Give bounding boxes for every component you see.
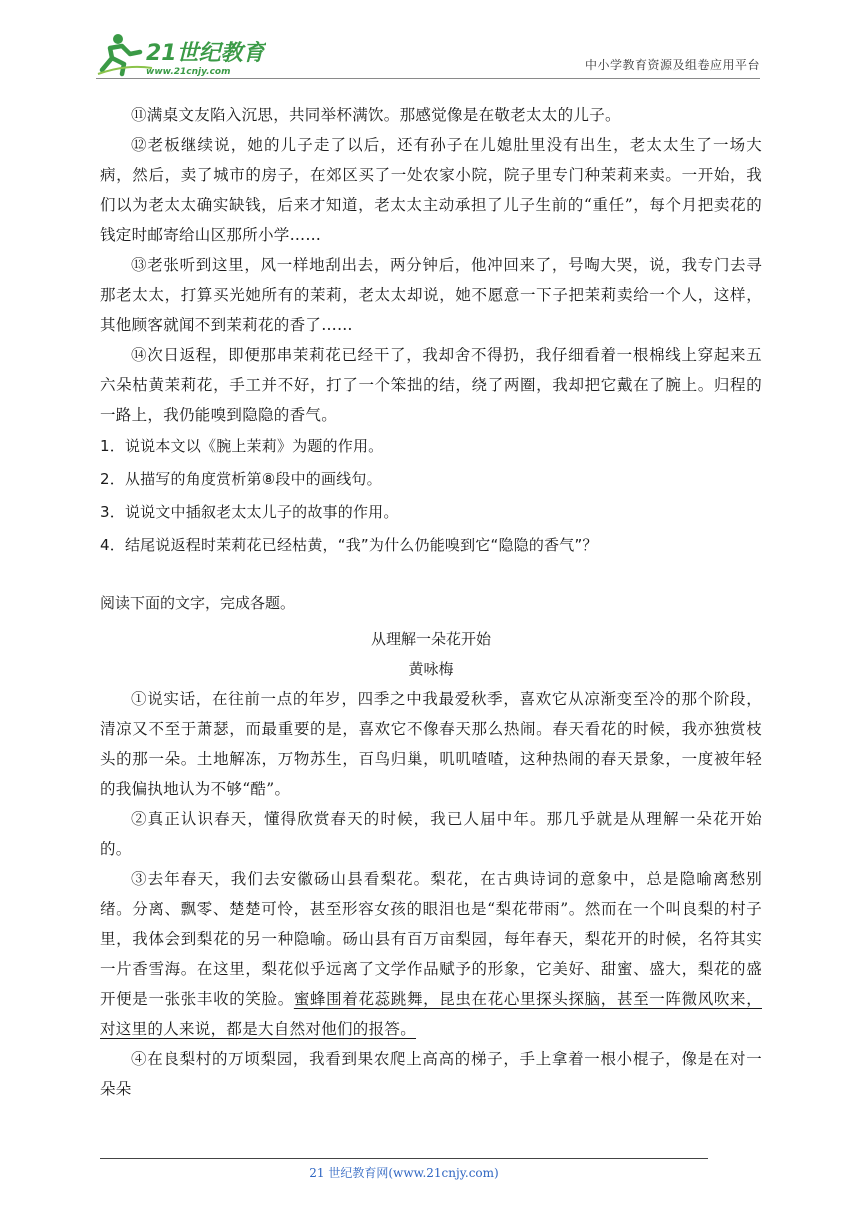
article-paragraph-1: ①说实话，在往前一点的年岁，四季之中我最爱秋季，喜欢它从凉渐变至冷的那个阶段，清凉又不至于萧瑟，而最重要的是，喜欢它不像春天那么热闹。春天看花的时候，我亦独赏枝头的那一朵。土地解冻，万物苏生，百鸟归巢，叽叽喳喳，这种热闹的春天景象，一度被年轻的我偏执地认为不够“酷”。 [100, 690, 762, 798]
logo-url: www.21cnjy.com [146, 67, 231, 77]
article-paragraph-4: ④在良梨村的万顷梨园，我看到果农爬上高高的梯子，手上拿着一根小棍子，像是在对一朵朵 [100, 1050, 762, 1098]
paragraph-14: ⑭次日返程，即便那串茉莉花已经干了，我却舍不得扔，我仔细看着一根棉线上穿起来五六朵枯黄茉莉花，手工并不好，打了一个笨拙的结，绕了两圈，我却把它戴在了腕上。归程的一路上，我仍能嗅到隐隐的香气。 [100, 346, 762, 424]
reading-instruction: 阅读下面的文字，完成各题。 [100, 594, 296, 612]
header-divider [96, 78, 760, 79]
article-paragraph-2: ②真正认识春天，懂得欣赏春天的时候，我已人届中年。那几乎就是从理解一朵花开始的。 [100, 810, 762, 858]
question-list [100, 430, 762, 562]
paragraph-13: ⑬老张听到这里，风一样地刮出去，两分钟后，他冲回来了，号啕大哭，说，我专门去寻那老太太，打算买光她所有的茉莉，老太太却说，她不愿意一下子把茉莉卖给一个人，这样，其他顾客就闻不到茉莉花的香了…… [100, 256, 762, 334]
question-1: 1．说说本文以《腕上茉莉》为题的作用。 [100, 437, 384, 455]
paragraph-3-text: ③去年春天，我们去安徽砀山县看梨花。梨花，在古典诗词的意象中，总是隐喻离愁别绪。分离、飘零、楚楚可怜，甚至形容女孩的眼泪也是“梨花带雨”。然而在一个叫良梨的村子里，我体会到梨花的另一种隐喻。砀山县有百万亩梨园，每年春天，梨花开的时候，名符其实一片香雪海。在这里，梨花似乎远离了文学作品赋予的形象，它美好、甜蜜、盛大，梨花的盛开便是一张张丰收的笑脸。 [100, 870, 762, 1008]
page-header [96, 30, 760, 78]
platform-name: 中小学教育资源及组卷应用平台 [584, 58, 760, 72]
footer-link[interactable]: 21 世纪教育网(www.21cnjy.com) [309, 1166, 499, 1180]
question-4: 4．结尾说返程时茉莉花已经枯黄，“我”为什么仍能嗅到它“隐隐的香气”？ [100, 536, 598, 554]
article-title: 从理解一朵花开始 [370, 630, 491, 648]
section-gap [100, 562, 762, 588]
paragraph-12: ⑫老板继续说，她的儿子走了以后，还有孙子在儿媳肚里没有出生，老太太生了一场大病，然后，卖了城市的房子，在郊区买了一处农家小院，院子里专门种茉莉来卖。一开始，我们以为老太太确实缺钱，后来才知道，老太太主动承担了儿子生前的“重任”，每个月把卖花的钱定时邮寄给山区那所小学…… [100, 136, 762, 244]
paragraph-11: ⑪满桌文友陷入沉思，共同举杯满饮。那感觉像是在敬老太太的儿子。 [131, 106, 621, 124]
runner-logo-icon [96, 30, 266, 78]
logo-text: 21世纪教育 [146, 41, 265, 66]
document-body [100, 100, 762, 1104]
site-logo[interactable] [96, 30, 266, 78]
underlined-sentence: 蜜蜂围着花蕊跳舞，昆虫在花心里探头探脑，甚至一阵微风吹来，对这里的人来说，都是大自然对他们的报答。 [100, 990, 762, 1038]
question-2: 2．从描写的角度赏析第⑧段中的画线句。 [100, 470, 382, 488]
footer-divider [100, 1158, 708, 1159]
question-3: 3．说说文中插叙老太太儿子的故事的作用。 [100, 503, 399, 521]
article-paragraph-3 [100, 864, 762, 1044]
article-author: 黄咏梅 [408, 660, 454, 678]
